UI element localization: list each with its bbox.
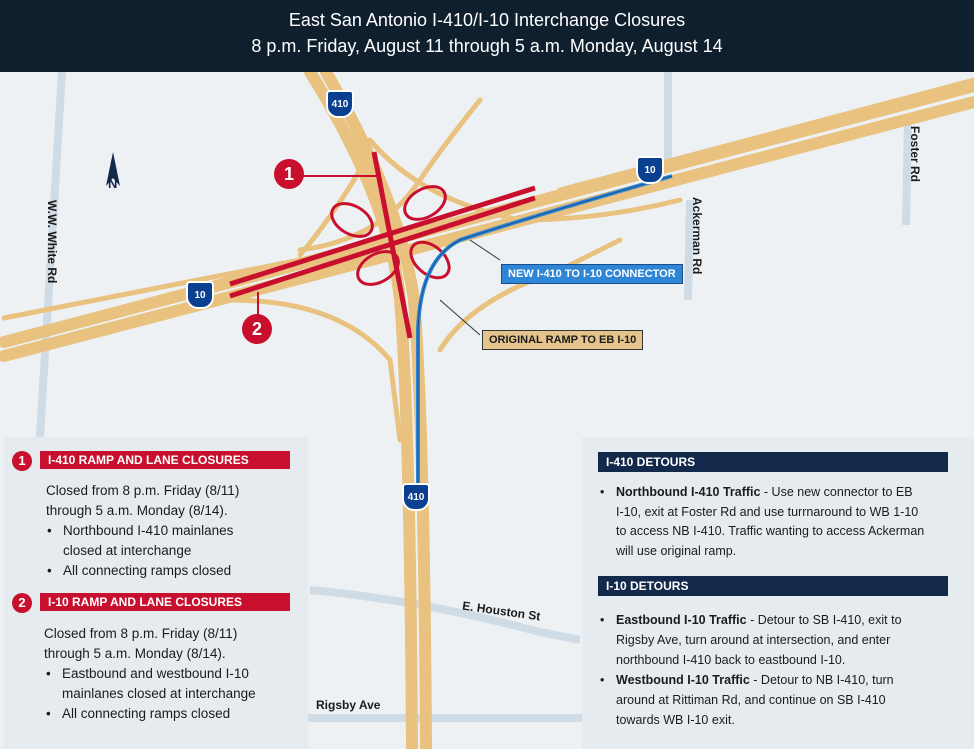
i410-detour-line-3: to access NB I-410. Traffic wanting to access Ackerman — [616, 524, 925, 538]
closure-1-badge[interactable]: 1 — [274, 159, 304, 189]
wb-detour-line-3: towards WB I-10 exit. — [616, 713, 735, 727]
section-1-line-1: Closed from 8 p.m. Friday (8/11) — [46, 483, 240, 498]
i410-shield-bottom: 410 — [402, 483, 430, 511]
closure-2-badge[interactable]: 2 — [242, 314, 272, 344]
i10-detours-header: I-10 DETOURS — [598, 576, 948, 596]
rigsby-road-label: Rigsby Ave — [316, 698, 381, 712]
title-bar — [0, 0, 974, 72]
section-1-bullet-1: • Northbound I-410 mainlanes — [63, 521, 233, 541]
section-2-bullet-2: • All connecting ramps closed — [62, 704, 230, 724]
i10-shield-right: 10 — [636, 156, 664, 184]
section-2-header: I-10 RAMP AND LANE CLOSURES — [40, 593, 290, 611]
i410-shield-top: 410 — [326, 90, 354, 118]
wb-detour-line-1: • Westbound I-10 Traffic - Detour to NB I-410, turn — [616, 670, 946, 690]
i410-detour-line-2: I-10, exit at Foster Rd and use turrnaround to WB 1-10 — [616, 505, 919, 519]
section-1-header: I-410 RAMP AND LANE CLOSURES — [40, 451, 290, 469]
section-1-line-2: through 5 a.m. Monday (8/14). — [46, 503, 228, 518]
original-ramp-callout[interactable]: ORIGINAL RAMP TO EB I-10 — [482, 330, 643, 350]
northbound-i410-traffic-label: Northbound I-410 Traffic — [616, 485, 761, 499]
eb-detour-line-2: Rigsby Ave, turn around at intersection, and enter — [616, 633, 891, 647]
section-1-bullet-2: • All connecting ramps closed — [63, 561, 231, 581]
section-2-bullet-1-cont: mainlanes closed at interchange — [62, 686, 256, 701]
westbound-i10-traffic-label: Westbound I-10 Traffic — [616, 673, 750, 687]
eb-detour-line-1: • Eastbound I-10 Traffic - Detour to SB I-410, exit to — [616, 610, 946, 630]
i410-detour-line-1: • Northbound I-410 Traffic - Use new connector to EB — [616, 482, 946, 502]
eastbound-i10-traffic-label: Eastbound I-10 Traffic — [616, 613, 747, 627]
houston-road-label: E. Houston St — [461, 598, 542, 624]
section-2-line-1: Closed from 8 p.m. Friday (8/11) — [44, 626, 238, 641]
ww-white-road-label: W.W. White Rd — [45, 200, 59, 284]
wb-detour-line-2: around at Rittiman Rd, and continue on SB I-410 — [616, 693, 886, 707]
section-2-badge: 2 — [12, 593, 32, 613]
ackerman-road-label: Ackerman Rd — [690, 197, 704, 275]
section-1-badge: 1 — [12, 451, 32, 471]
section-1-bullet-1-cont: closed at interchange — [63, 543, 192, 558]
north-label: N — [108, 176, 118, 191]
i10-shield-left: 10 — [186, 281, 214, 309]
new-connector-callout[interactable]: NEW I-410 TO I-10 CONNECTOR — [501, 264, 683, 284]
eb-detour-line-3: northbound I-410 back to eastbound I-10. — [616, 653, 846, 667]
foster-road-label: Foster Rd — [908, 126, 922, 183]
title-line-1: East San Antonio I-410/I-10 Interchange Closures — [288, 10, 686, 30]
section-2-line-2: through 5 a.m. Monday (8/14). — [44, 646, 226, 661]
section-2-bullet-1: • Eastbound and westbound I-10 — [62, 664, 249, 684]
i410-detour-line-4: will use original ramp. — [616, 544, 737, 558]
i410-detours-header: I-410 DETOURS — [598, 452, 948, 472]
title-line-2: 8 p.m. Friday, August 11 through 5 a.m. Monday, August 14 — [251, 36, 723, 56]
